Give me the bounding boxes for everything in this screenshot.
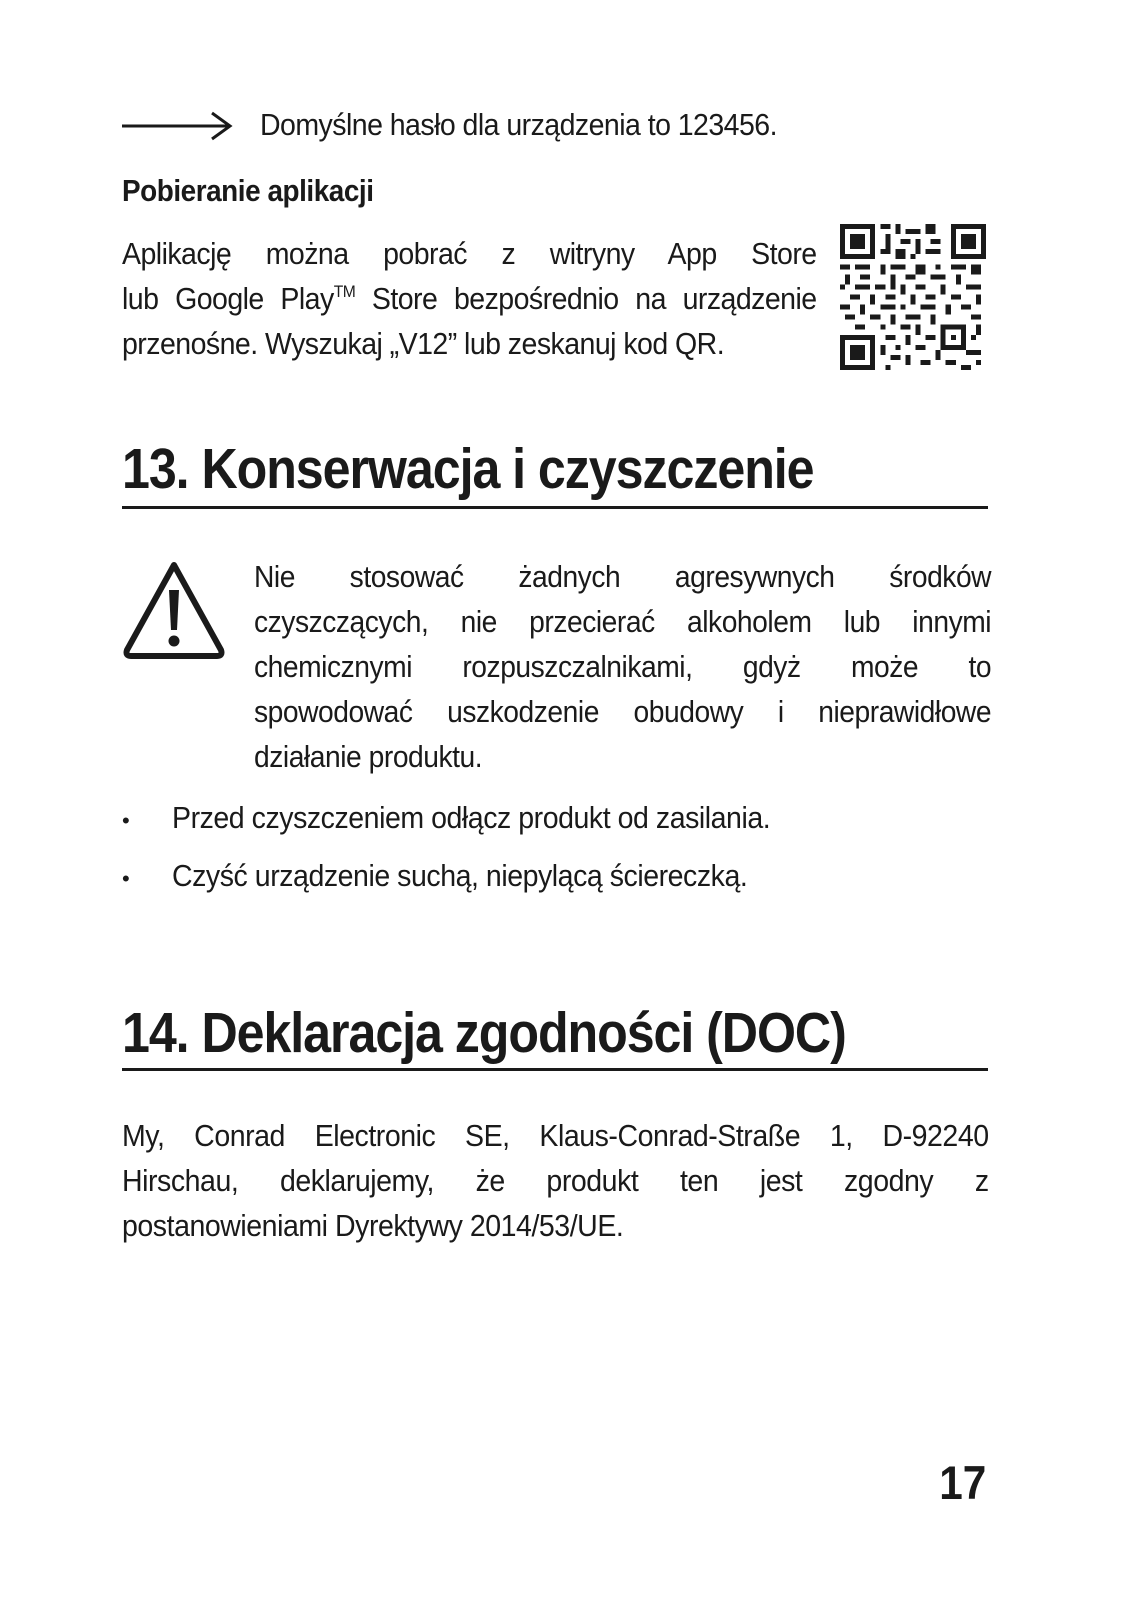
app-line-3: przenośne. Wyszukaj „V12” lub zeskanuj kod QR. (122, 326, 725, 361)
app-download-paragraph (122, 231, 817, 366)
section-13-title: 13. Konserwacja i czyszczenie (122, 437, 814, 501)
warning-line: spowodować uszkodzenie obudowy i nieprawidłowe (254, 694, 992, 729)
list-item-text: Czyść urządzenie suchą, niepylącą ściereczką. (172, 858, 748, 893)
qr-code-icon (840, 224, 986, 370)
section-14-title: 14. Deklaracja zgodności (DOC) (122, 1001, 846, 1065)
list-item (122, 800, 988, 858)
app-download-heading: Pobieranie aplikacji (122, 173, 374, 208)
list-item-text: Przed czyszczeniem odłącz produkt od zasilania. (172, 800, 771, 835)
password-note (122, 105, 1006, 155)
warning-line: Nie stosować żadnych agresywnych środków (254, 559, 992, 594)
page-number: 17 (938, 1456, 986, 1509)
cleaning-instructions-list (122, 800, 988, 916)
section-13-divider (122, 506, 988, 509)
bullet-icon: • (122, 808, 130, 833)
warning-triangle-icon (122, 560, 226, 660)
manual-page (122, 0, 1006, 1600)
arrow-right-icon (122, 111, 234, 141)
list-item (122, 858, 988, 916)
bullet-icon: • (122, 866, 130, 891)
warning-line: działanie produktu. (254, 739, 483, 774)
declaration-text (122, 1113, 989, 1248)
trademark-mark: TM (333, 282, 356, 301)
warning-line: chemicznymi rozpuszczalnikami, gdyż może to (254, 649, 992, 684)
declaration-line: My, Conrad Electronic SE, Klaus-Conrad-Straße 1, D-92240 (122, 1118, 989, 1153)
declaration-line: Hirschau, deklarujemy, że produkt ten jest zgodny z (122, 1163, 989, 1198)
declaration-line: postanowieniami Dyrektywy 2014/53/UE. (122, 1208, 624, 1243)
app-line-2: lub Google Play™ Store bezpośrednio na urządzenie (122, 281, 817, 316)
password-note-text: Domyślne hasło dla urządzenia to 123456. (260, 107, 777, 142)
cleaning-warning-text (254, 554, 991, 779)
section-14-divider (122, 1068, 988, 1071)
warning-line: czyszczących, nie przecierać alkoholem lub innymi (254, 604, 992, 639)
app-line-1: Aplikację można pobrać z witryny App Store (122, 236, 817, 271)
